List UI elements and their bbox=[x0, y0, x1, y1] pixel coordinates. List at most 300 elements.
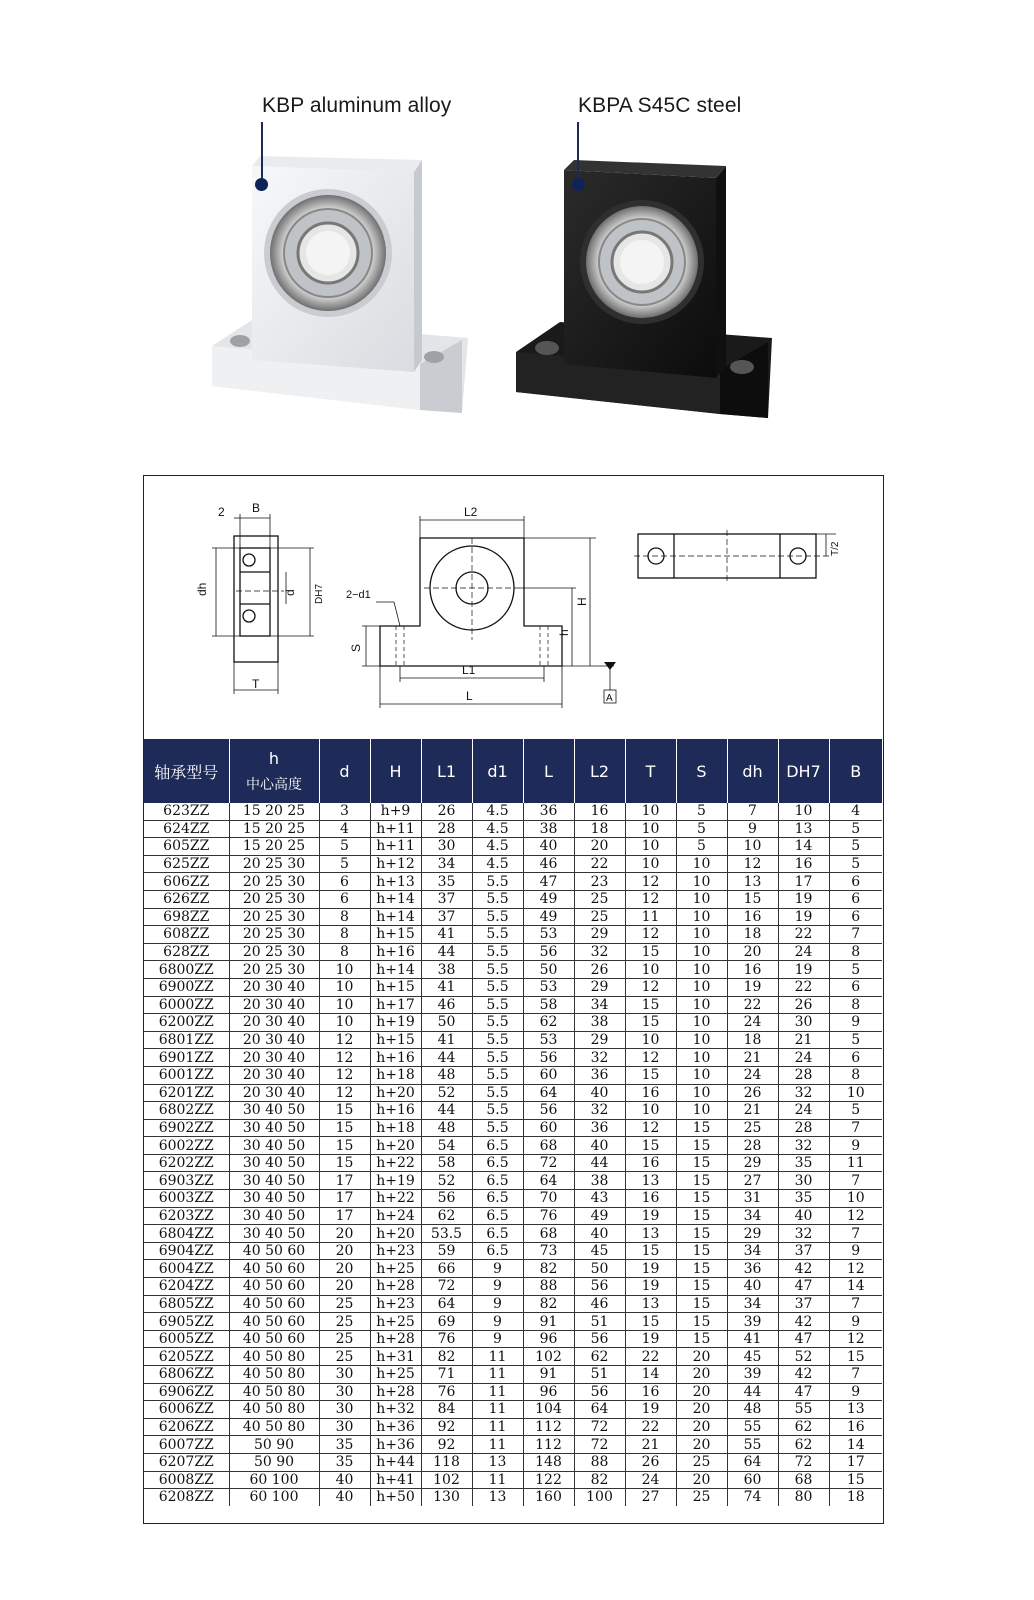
table-cell: 80 bbox=[778, 1489, 829, 1506]
table-cell: 19 bbox=[625, 1207, 676, 1225]
dim-label-d: d bbox=[283, 589, 297, 596]
table-cell: 5 bbox=[829, 855, 882, 873]
table-cell: 608ZZ bbox=[144, 926, 229, 944]
datum-label-a: A bbox=[606, 693, 613, 704]
table-cell: 38 bbox=[574, 1014, 625, 1032]
table-cell: 12 bbox=[319, 1066, 370, 1084]
table-cell: 25 bbox=[727, 1119, 778, 1137]
table-cell: 68 bbox=[523, 1225, 574, 1243]
table-row bbox=[144, 1066, 882, 1084]
table-cell: h+36 bbox=[370, 1436, 421, 1454]
header-bearing-model: 轴承型号 bbox=[144, 739, 229, 803]
table-cell: 10 bbox=[625, 855, 676, 873]
table-cell: 15 bbox=[676, 1225, 727, 1243]
table-cell: 47 bbox=[523, 873, 574, 891]
table-cell: 10 bbox=[625, 803, 676, 820]
table-cell: 26 bbox=[421, 803, 472, 820]
table-cell: 41 bbox=[421, 978, 472, 996]
table-row bbox=[144, 943, 882, 961]
table-cell: 28 bbox=[421, 820, 472, 838]
table-cell: 16 bbox=[727, 908, 778, 926]
table-row bbox=[144, 1084, 882, 1102]
table-cell: 15 bbox=[676, 1119, 727, 1137]
table-cell: 11 bbox=[472, 1418, 523, 1436]
table-cell: 44 bbox=[727, 1383, 778, 1401]
table-cell: 15 bbox=[625, 1137, 676, 1155]
table-cell: 17 bbox=[319, 1190, 370, 1208]
table-cell: 32 bbox=[778, 1084, 829, 1102]
table-cell: 6800ZZ bbox=[144, 961, 229, 979]
table-cell: 40 bbox=[574, 1225, 625, 1243]
table-cell: 72 bbox=[574, 1436, 625, 1454]
table-cell: 10 bbox=[676, 1102, 727, 1120]
table-row bbox=[144, 838, 882, 856]
table-cell: 8 bbox=[319, 926, 370, 944]
table-cell: 25 bbox=[676, 1453, 727, 1471]
table-cell: 35 bbox=[778, 1154, 829, 1172]
table-cell: 698ZZ bbox=[144, 908, 229, 926]
table-cell: 6.5 bbox=[472, 1154, 523, 1172]
table-cell: h+25 bbox=[370, 1313, 421, 1331]
table-cell: 60 bbox=[727, 1471, 778, 1489]
table-cell: 50 bbox=[574, 1260, 625, 1278]
table-cell: 55 bbox=[727, 1418, 778, 1436]
table-cell: h+19 bbox=[370, 1172, 421, 1190]
table-cell: h+22 bbox=[370, 1154, 421, 1172]
header-h-label: h bbox=[268, 748, 280, 768]
table-cell: 3 bbox=[319, 803, 370, 820]
table-cell: 36 bbox=[574, 1066, 625, 1084]
table-cell: 20 25 30 bbox=[229, 855, 319, 873]
table-cell: 15 bbox=[676, 1313, 727, 1331]
table-cell: 40 bbox=[319, 1489, 370, 1506]
table-cell: 25 bbox=[319, 1348, 370, 1366]
table-row bbox=[144, 1190, 882, 1208]
table-cell: 55 bbox=[778, 1401, 829, 1419]
table-cell: 6.5 bbox=[472, 1190, 523, 1208]
table-cell: 10 bbox=[676, 908, 727, 926]
table-cell: 6207ZZ bbox=[144, 1453, 229, 1471]
header-b: B bbox=[829, 739, 882, 803]
table-cell: 5.5 bbox=[472, 961, 523, 979]
table-cell: 5.5 bbox=[472, 1049, 523, 1067]
table-cell: 46 bbox=[523, 855, 574, 873]
header-l2: L2 bbox=[574, 739, 625, 803]
table-cell: 35 bbox=[778, 1190, 829, 1208]
table-cell: 49 bbox=[574, 1207, 625, 1225]
table-cell: 5 bbox=[319, 855, 370, 873]
table-row bbox=[144, 1330, 882, 1348]
table-cell: 20 30 40 bbox=[229, 996, 319, 1014]
table-cell: 10 bbox=[676, 1014, 727, 1032]
table-cell: 6806ZZ bbox=[144, 1366, 229, 1384]
table-cell: 6205ZZ bbox=[144, 1348, 229, 1366]
table-cell: 40 50 60 bbox=[229, 1330, 319, 1348]
table-cell: 53 bbox=[523, 926, 574, 944]
table-cell: 62 bbox=[778, 1418, 829, 1436]
table-row bbox=[144, 1313, 882, 1331]
table-cell: 13 bbox=[778, 820, 829, 838]
table-cell: 19 bbox=[625, 1278, 676, 1296]
table-cell: 7 bbox=[727, 803, 778, 820]
table-cell: 38 bbox=[421, 961, 472, 979]
table-cell: h+24 bbox=[370, 1207, 421, 1225]
table-cell: 20 bbox=[676, 1401, 727, 1419]
table-cell: h+11 bbox=[370, 820, 421, 838]
table-cell: h+14 bbox=[370, 961, 421, 979]
table-cell: 28 bbox=[778, 1119, 829, 1137]
table-cell: 10 bbox=[778, 803, 829, 820]
table-cell: 20 25 30 bbox=[229, 890, 319, 908]
steel-block-image bbox=[516, 160, 772, 418]
table-cell: 29 bbox=[574, 1031, 625, 1049]
table-cell: 13 bbox=[625, 1295, 676, 1313]
table-cell: 82 bbox=[574, 1471, 625, 1489]
table-cell: 12 bbox=[625, 926, 676, 944]
table-cell: 22 bbox=[625, 1348, 676, 1366]
table-cell: 10 bbox=[625, 1102, 676, 1120]
table-cell: 30 40 50 bbox=[229, 1172, 319, 1190]
table-row bbox=[144, 1242, 882, 1260]
table-cell: 15 bbox=[676, 1278, 727, 1296]
table-cell: 60 100 bbox=[229, 1471, 319, 1489]
table-cell: 6202ZZ bbox=[144, 1154, 229, 1172]
table-cell: 40 bbox=[319, 1471, 370, 1489]
table-cell: 6001ZZ bbox=[144, 1066, 229, 1084]
table-cell: 6902ZZ bbox=[144, 1119, 229, 1137]
table-cell: 7 bbox=[829, 926, 882, 944]
table-cell: 64 bbox=[727, 1453, 778, 1471]
table-cell: 82 bbox=[523, 1295, 574, 1313]
table-row bbox=[144, 873, 882, 891]
table-cell: h+15 bbox=[370, 1031, 421, 1049]
table-cell: 14 bbox=[625, 1366, 676, 1384]
dim-label-2: 2 bbox=[218, 505, 225, 519]
table-row bbox=[144, 1471, 882, 1489]
dim-label-dh: dh bbox=[195, 582, 209, 596]
table-cell: 9 bbox=[829, 1242, 882, 1260]
table-cell: 18 bbox=[727, 1031, 778, 1049]
table-cell: h+11 bbox=[370, 838, 421, 856]
table-cell: 628ZZ bbox=[144, 943, 229, 961]
table-cell: 20 25 30 bbox=[229, 926, 319, 944]
table-row bbox=[144, 803, 882, 820]
table-cell: 6 bbox=[319, 873, 370, 891]
table-cell: 15 bbox=[676, 1190, 727, 1208]
table-cell: 49 bbox=[523, 908, 574, 926]
header-t: T bbox=[625, 739, 676, 803]
table-cell: h+23 bbox=[370, 1242, 421, 1260]
table-cell: 72 bbox=[574, 1418, 625, 1436]
table-cell: 22 bbox=[778, 978, 829, 996]
table-cell: 5.5 bbox=[472, 1102, 523, 1120]
table-cell: 4.5 bbox=[472, 803, 523, 820]
table-cell: 10 bbox=[319, 961, 370, 979]
table-cell: 10 bbox=[676, 1084, 727, 1102]
table-cell: 30 40 50 bbox=[229, 1119, 319, 1137]
table-cell: 5 bbox=[829, 820, 882, 838]
table-cell: 6008ZZ bbox=[144, 1471, 229, 1489]
table-cell: 20 30 40 bbox=[229, 978, 319, 996]
table-cell: 31 bbox=[727, 1190, 778, 1208]
table-cell: 20 bbox=[319, 1260, 370, 1278]
product-photo-area bbox=[0, 0, 1034, 470]
table-cell: 6 bbox=[829, 908, 882, 926]
table-cell: 18 bbox=[846, 1489, 865, 1506]
table-cell: 20 30 40 bbox=[229, 1014, 319, 1032]
table-cell: 40 50 80 bbox=[229, 1366, 319, 1384]
table-cell: 40 50 60 bbox=[229, 1278, 319, 1296]
table-cell: 36 bbox=[727, 1260, 778, 1278]
product-photos bbox=[0, 0, 1034, 470]
table-cell: 9 bbox=[472, 1330, 523, 1348]
table-cell: 6201ZZ bbox=[144, 1084, 229, 1102]
table-cell: 10 bbox=[676, 855, 727, 873]
top-view bbox=[634, 530, 836, 582]
table-cell: 15 bbox=[625, 1014, 676, 1032]
table-cell: 40 50 60 bbox=[229, 1313, 319, 1331]
table-cell: 6.5 bbox=[472, 1242, 523, 1260]
table-cell: h+44 bbox=[370, 1453, 421, 1471]
table-cell: 17 bbox=[319, 1172, 370, 1190]
table-cell: 25 bbox=[319, 1313, 370, 1331]
table-cell: 5 bbox=[676, 803, 727, 820]
table-cell: 4.5 bbox=[472, 838, 523, 856]
header-h bbox=[229, 739, 319, 803]
table-cell: h+15 bbox=[370, 978, 421, 996]
table-cell: h+28 bbox=[370, 1383, 421, 1401]
table-cell: 11 bbox=[472, 1401, 523, 1419]
table-cell: 118 bbox=[421, 1453, 472, 1471]
table-cell: 100 bbox=[574, 1489, 625, 1506]
table-cell: 58 bbox=[421, 1154, 472, 1172]
callout-kbp-label: KBP aluminum alloy bbox=[262, 94, 452, 117]
table-cell: 91 bbox=[523, 1366, 574, 1384]
table-cell: 19 bbox=[778, 961, 829, 979]
table-cell: 12 bbox=[625, 890, 676, 908]
table-cell: 6.5 bbox=[472, 1225, 523, 1243]
table-cell: 4.5 bbox=[472, 855, 523, 873]
table-cell: 4 bbox=[829, 803, 882, 820]
header-l: L bbox=[523, 739, 574, 803]
table-cell: 76 bbox=[523, 1207, 574, 1225]
table-cell: 6002ZZ bbox=[144, 1137, 229, 1155]
table-cell: 88 bbox=[523, 1278, 574, 1296]
table-cell: 82 bbox=[421, 1348, 472, 1366]
table-cell: 34 bbox=[727, 1242, 778, 1260]
table-cell: 9 bbox=[727, 820, 778, 838]
table-cell: 20 bbox=[676, 1366, 727, 1384]
table-cell: 62 bbox=[421, 1207, 472, 1225]
table-cell: 24 bbox=[778, 1049, 829, 1067]
table-row bbox=[144, 1295, 882, 1313]
table-cell: 10 bbox=[625, 820, 676, 838]
table-cell: 51 bbox=[574, 1366, 625, 1384]
front-view-labels bbox=[346, 505, 613, 704]
table-cell: 15 bbox=[829, 1471, 882, 1489]
table-cell: 6 bbox=[829, 873, 882, 891]
table-cell: 18 bbox=[727, 926, 778, 944]
table-cell: 5.5 bbox=[472, 943, 523, 961]
dim-label-l2: L2 bbox=[464, 505, 478, 519]
table-cell: 9 bbox=[829, 1014, 882, 1032]
table-cell: 72 bbox=[523, 1154, 574, 1172]
table-cell: 6006ZZ bbox=[144, 1401, 229, 1419]
table-row bbox=[144, 1102, 882, 1120]
header-s: S bbox=[676, 739, 727, 803]
table-cell: 64 bbox=[523, 1084, 574, 1102]
table-cell: 37 bbox=[421, 890, 472, 908]
bearing-spec-table bbox=[144, 739, 882, 1506]
header-dh7: DH7 bbox=[778, 739, 829, 803]
header-l1: L1 bbox=[421, 739, 472, 803]
table-cell: 64 bbox=[421, 1295, 472, 1313]
table-cell: 14 bbox=[829, 1278, 882, 1296]
table-cell: 10 bbox=[676, 873, 727, 891]
table-cell: 10 bbox=[319, 996, 370, 1014]
table-cell: 39 bbox=[727, 1366, 778, 1384]
table-cell: 30 bbox=[778, 1172, 829, 1190]
table-cell: 22 bbox=[625, 1418, 676, 1436]
table-cell: 72 bbox=[421, 1278, 472, 1296]
table-cell: 623ZZ bbox=[144, 803, 229, 820]
table-cell: 40 bbox=[574, 1084, 625, 1102]
table-cell: 62 bbox=[523, 1014, 574, 1032]
table-row bbox=[144, 1453, 882, 1471]
table-cell: 16 bbox=[625, 1383, 676, 1401]
table-cell: 26 bbox=[727, 1084, 778, 1102]
technical-drawing bbox=[144, 476, 882, 736]
table-cell: 48 bbox=[727, 1401, 778, 1419]
table-cell: 34 bbox=[727, 1207, 778, 1225]
table-cell: 13 bbox=[472, 1453, 523, 1471]
table-cell: 68 bbox=[523, 1137, 574, 1155]
table-row bbox=[144, 1418, 882, 1436]
table-cell: 20 bbox=[319, 1278, 370, 1296]
table-cell: 15 bbox=[625, 1242, 676, 1260]
table-cell: 88 bbox=[574, 1453, 625, 1471]
table-cell: 20 bbox=[676, 1471, 727, 1489]
table-cell: h+15 bbox=[370, 926, 421, 944]
table-cell: 32 bbox=[574, 1049, 625, 1067]
table-cell: 37 bbox=[778, 1295, 829, 1313]
table-cell: 76 bbox=[421, 1330, 472, 1348]
table-cell: 5.5 bbox=[472, 1119, 523, 1137]
table-cell: 19 bbox=[625, 1401, 676, 1419]
header-dh: dh bbox=[727, 739, 778, 803]
table-cell: 34 bbox=[421, 855, 472, 873]
table-row bbox=[144, 1137, 882, 1155]
table-cell: 37 bbox=[421, 908, 472, 926]
table-cell: 20 bbox=[676, 1348, 727, 1366]
table-cell: 13 bbox=[625, 1172, 676, 1190]
table-cell: 28 bbox=[727, 1137, 778, 1155]
table-cell: 18 bbox=[574, 820, 625, 838]
table-cell: 6005ZZ bbox=[144, 1330, 229, 1348]
table-row bbox=[144, 1225, 882, 1243]
table-cell: 56 bbox=[421, 1190, 472, 1208]
table-cell: h+23 bbox=[370, 1295, 421, 1313]
table-cell: h+22 bbox=[370, 1190, 421, 1208]
table-cell: 60 bbox=[523, 1119, 574, 1137]
table-cell: 7 bbox=[829, 1366, 882, 1384]
aluminum-block-image bbox=[212, 156, 468, 413]
table-cell: 23 bbox=[574, 873, 625, 891]
table-row bbox=[144, 890, 882, 908]
table-cell: 8 bbox=[319, 908, 370, 926]
header-h-subtitle: 中心高度 bbox=[246, 776, 302, 793]
table-cell: 50 bbox=[421, 1014, 472, 1032]
table-cell: 10 bbox=[625, 1031, 676, 1049]
dim-label-2-d1: 2−d1 bbox=[346, 589, 371, 601]
callout-kbp-dot bbox=[255, 178, 268, 191]
table-cell: 16 bbox=[829, 1418, 882, 1436]
table-cell: 53.5 bbox=[421, 1225, 472, 1243]
table-cell: 5 bbox=[829, 838, 882, 856]
table-cell: 6802ZZ bbox=[144, 1102, 229, 1120]
table-cell: 39 bbox=[727, 1313, 778, 1331]
table-cell: 41 bbox=[421, 1031, 472, 1049]
table-cell: 6203ZZ bbox=[144, 1207, 229, 1225]
table-cell: h+18 bbox=[370, 1066, 421, 1084]
table-cell: 24 bbox=[727, 1014, 778, 1032]
table-cell: 19 bbox=[778, 890, 829, 908]
table-cell: 10 bbox=[625, 961, 676, 979]
table-cell: 13 bbox=[829, 1401, 882, 1419]
dim-label-h-upper: H bbox=[575, 597, 589, 606]
table-cell: 47 bbox=[778, 1278, 829, 1296]
table-cell: 7 bbox=[829, 1172, 882, 1190]
table-cell: 47 bbox=[778, 1330, 829, 1348]
table-cell: 122 bbox=[523, 1471, 574, 1489]
table-cell: h+16 bbox=[370, 1049, 421, 1067]
table-row bbox=[144, 1031, 882, 1049]
table-cell: 10 bbox=[727, 838, 778, 856]
table-cell: 15 bbox=[625, 943, 676, 961]
table-cell: 15 bbox=[829, 1348, 882, 1366]
table-cell: 13 bbox=[472, 1489, 523, 1506]
table-cell: 34 bbox=[727, 1295, 778, 1313]
table-cell: 15 bbox=[727, 890, 778, 908]
table-cell: 12 bbox=[829, 1207, 882, 1225]
table-cell: 22 bbox=[574, 855, 625, 873]
table-cell: 112 bbox=[523, 1436, 574, 1454]
table-cell: 54 bbox=[421, 1137, 472, 1155]
table-cell: 5 bbox=[829, 961, 882, 979]
table-cell: 24 bbox=[727, 1066, 778, 1084]
table-cell: 46 bbox=[574, 1295, 625, 1313]
table-cell: 15 bbox=[676, 1172, 727, 1190]
table-cell: 6905ZZ bbox=[144, 1313, 229, 1331]
table-cell: 55 bbox=[727, 1436, 778, 1454]
table-cell: 20 30 40 bbox=[229, 1031, 319, 1049]
table-cell: 40 bbox=[523, 838, 574, 856]
table-cell: 17 bbox=[778, 873, 829, 891]
table-cell: 30 bbox=[319, 1383, 370, 1401]
table-cell: 41 bbox=[727, 1330, 778, 1348]
table-cell: 58 bbox=[523, 996, 574, 1014]
table-cell: h+31 bbox=[370, 1348, 421, 1366]
table-row bbox=[144, 820, 882, 838]
table-row bbox=[144, 1049, 882, 1067]
table-cell: h+41 bbox=[370, 1471, 421, 1489]
table-cell: 625ZZ bbox=[144, 855, 229, 873]
table-cell: 24 bbox=[625, 1471, 676, 1489]
table-cell: 6.5 bbox=[472, 1172, 523, 1190]
table-cell: 160 bbox=[523, 1489, 574, 1506]
table-cell: 56 bbox=[523, 1049, 574, 1067]
table-cell: 84 bbox=[421, 1401, 472, 1419]
